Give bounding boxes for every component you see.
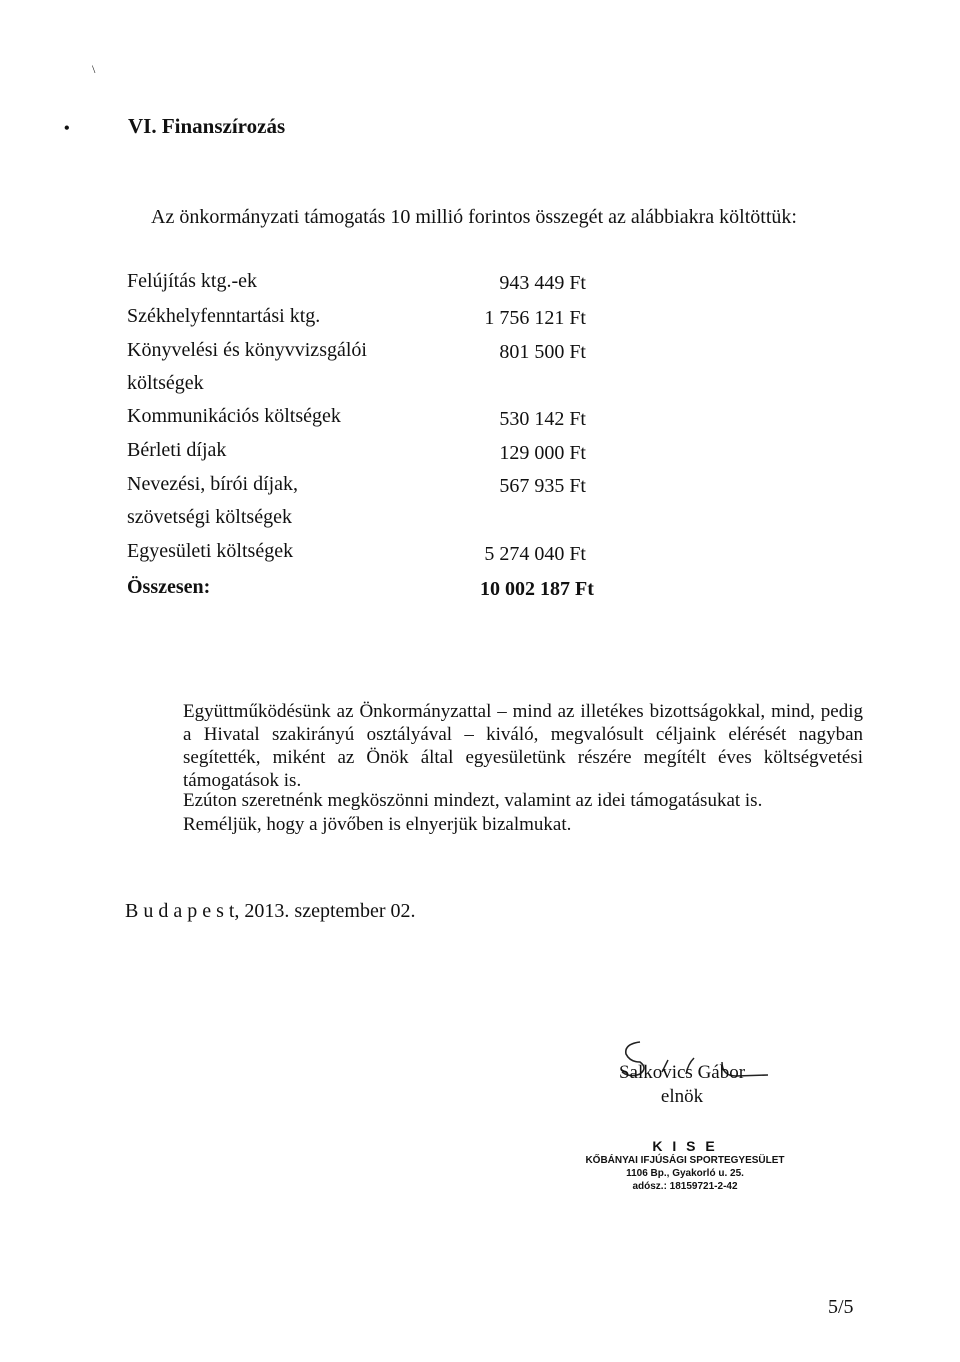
expense-label: költségek [127, 372, 204, 394]
closing-line: Reméljük, hogy a jövőben is elnyerjük bizalmukat. [183, 814, 572, 835]
expense-label: Nevezési, bírói díjak, [127, 473, 299, 495]
expense-value: 5 274 040 Ft [484, 543, 586, 565]
organization-stamp [560, 1138, 810, 1193]
expense-value: 801 500 Ft [499, 341, 586, 363]
expense-label: Könyvelési és könyvvizsgálói [127, 339, 367, 361]
stamp-line: KŐBÁNYAI IFJÚSÁGI SPORTEGYESÜLET [585, 1155, 785, 1166]
total-value: 10 002 187 Ft [480, 578, 594, 600]
expense-label: Felújítás ktg.-ek [127, 270, 257, 292]
expense-label: Székhelyfenntartási ktg. [127, 305, 321, 327]
page-number: 5/5 [828, 1296, 854, 1318]
expense-value: 1 756 121 Ft [484, 307, 586, 329]
expense-label: Egyesületi költségek [127, 540, 294, 562]
signer-name: Salkovics Gábor [618, 1062, 746, 1083]
stamp-line: 1106 Bp., Gyakorló u. 25. [626, 1168, 744, 1179]
expense-value: 567 935 Ft [499, 475, 586, 497]
corner-mark: \ [92, 62, 96, 76]
expense-label: Bérleti díjak [127, 439, 227, 461]
expense-label: szövetségi költségek [127, 506, 292, 528]
total-label: Összesen: [127, 576, 211, 598]
bullet-icon: • [64, 120, 70, 137]
closing-line: Ezúton szeretnénk megköszönni mindezt, valamint az idei támogatásukat is. [183, 790, 763, 811]
cooperation-paragraph [123, 700, 863, 792]
stamp-line: K I S E [652, 1138, 718, 1154]
expense-label: Kommunikációs költségek [127, 405, 341, 427]
section-title: VI. Finanszírozás [128, 114, 286, 138]
place-date: B u d a p e s t, 2013. szeptember 02. [125, 900, 416, 922]
signer-title: elnök [660, 1086, 704, 1107]
expense-value: 530 142 Ft [499, 408, 586, 430]
expense-value: 129 000 Ft [499, 442, 586, 464]
cooperation-text: Együttműködésünk az Önkormányzattal – mind az illetékes bizottságokkal, mind, pedig a Hivatal szakirányú osztályával – kiváló, megvalósult céljaink elérését nagyban segítették, miként az Önök által egyesületünk részére megítélt éves költségvetési támogatások is. [183, 701, 863, 791]
intro-text: Az önkormányzati támogatás 10 millió forintos összegét az alábbiakra költöttük: [151, 206, 797, 228]
stamp-line: adósz.: 18159721-2-42 [632, 1181, 738, 1192]
expense-value: 943 449 Ft [499, 272, 586, 294]
